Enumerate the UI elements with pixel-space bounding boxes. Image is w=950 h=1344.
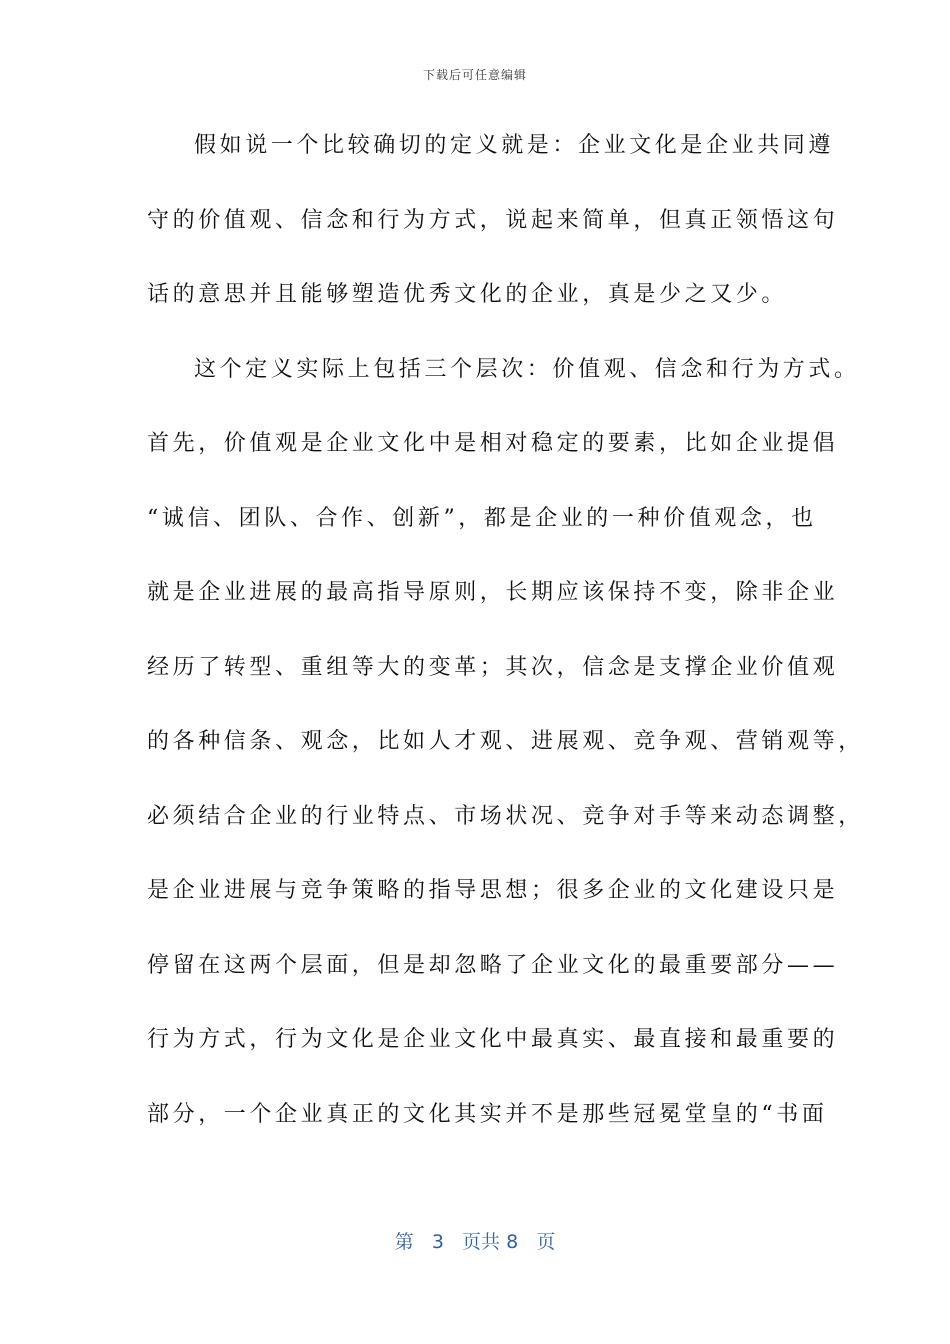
text-line: 就是企业进展的最高指导原则，长期应该保持不变，除非企业	[147, 580, 839, 605]
text-line: 行为方式，行为文化是企业文化中最真实、最直接和最重要的	[147, 1027, 839, 1052]
text-line: 停留在这两个层面，但是却忽略了企业文化的最重要部分——	[147, 952, 839, 978]
text-line: 必须结合企业的行业特点、市场状况、竞争对手等来动态调整，	[147, 803, 864, 829]
footer-middle: 页共	[462, 1231, 501, 1253]
body-text	[147, 126, 864, 1169]
total-pages-number: 8	[506, 1231, 519, 1253]
header-note: 下载后可任意编辑	[422, 68, 527, 82]
current-page-number: 3	[431, 1231, 444, 1253]
text-line: 的各种信条、观念，比如人才观、进展观、竞争观、营销观等，	[147, 729, 864, 754]
text-line: 是企业进展与竞争策略的指导思想；很多企业的文化建设只是	[147, 878, 839, 903]
page-footer	[0, 1227, 950, 1254]
footer-suffix: 页	[536, 1231, 556, 1253]
text-line: “诚信、团队、合作、创新”，都是企业的一种价值观念，也	[147, 505, 817, 531]
text-line: 部分，一个企业真正的文化其实并不是那些冠冕堂皇的“书面	[147, 1101, 828, 1127]
text-line: 这个定义实际上包括三个层次：价值观、信念和行为方式。	[194, 356, 860, 382]
footer-prefix: 第	[394, 1231, 414, 1253]
text-line: 经历了转型、重组等大的变革；其次，信念是支撑企业价值观	[147, 654, 839, 680]
text-line: 首先，价值观是企业文化中是相对稳定的要素，比如企业提倡	[147, 431, 839, 456]
text-line: 话的意思并且能够塑造优秀文化的企业，真是少之又少。	[147, 282, 788, 307]
text-line: 守的价值观、信念和行为方式，说起来简单，但真正领悟这句	[147, 207, 839, 233]
text-line: 假如说一个比较确切的定义就是：企业文化是企业共同遵	[194, 133, 835, 158]
